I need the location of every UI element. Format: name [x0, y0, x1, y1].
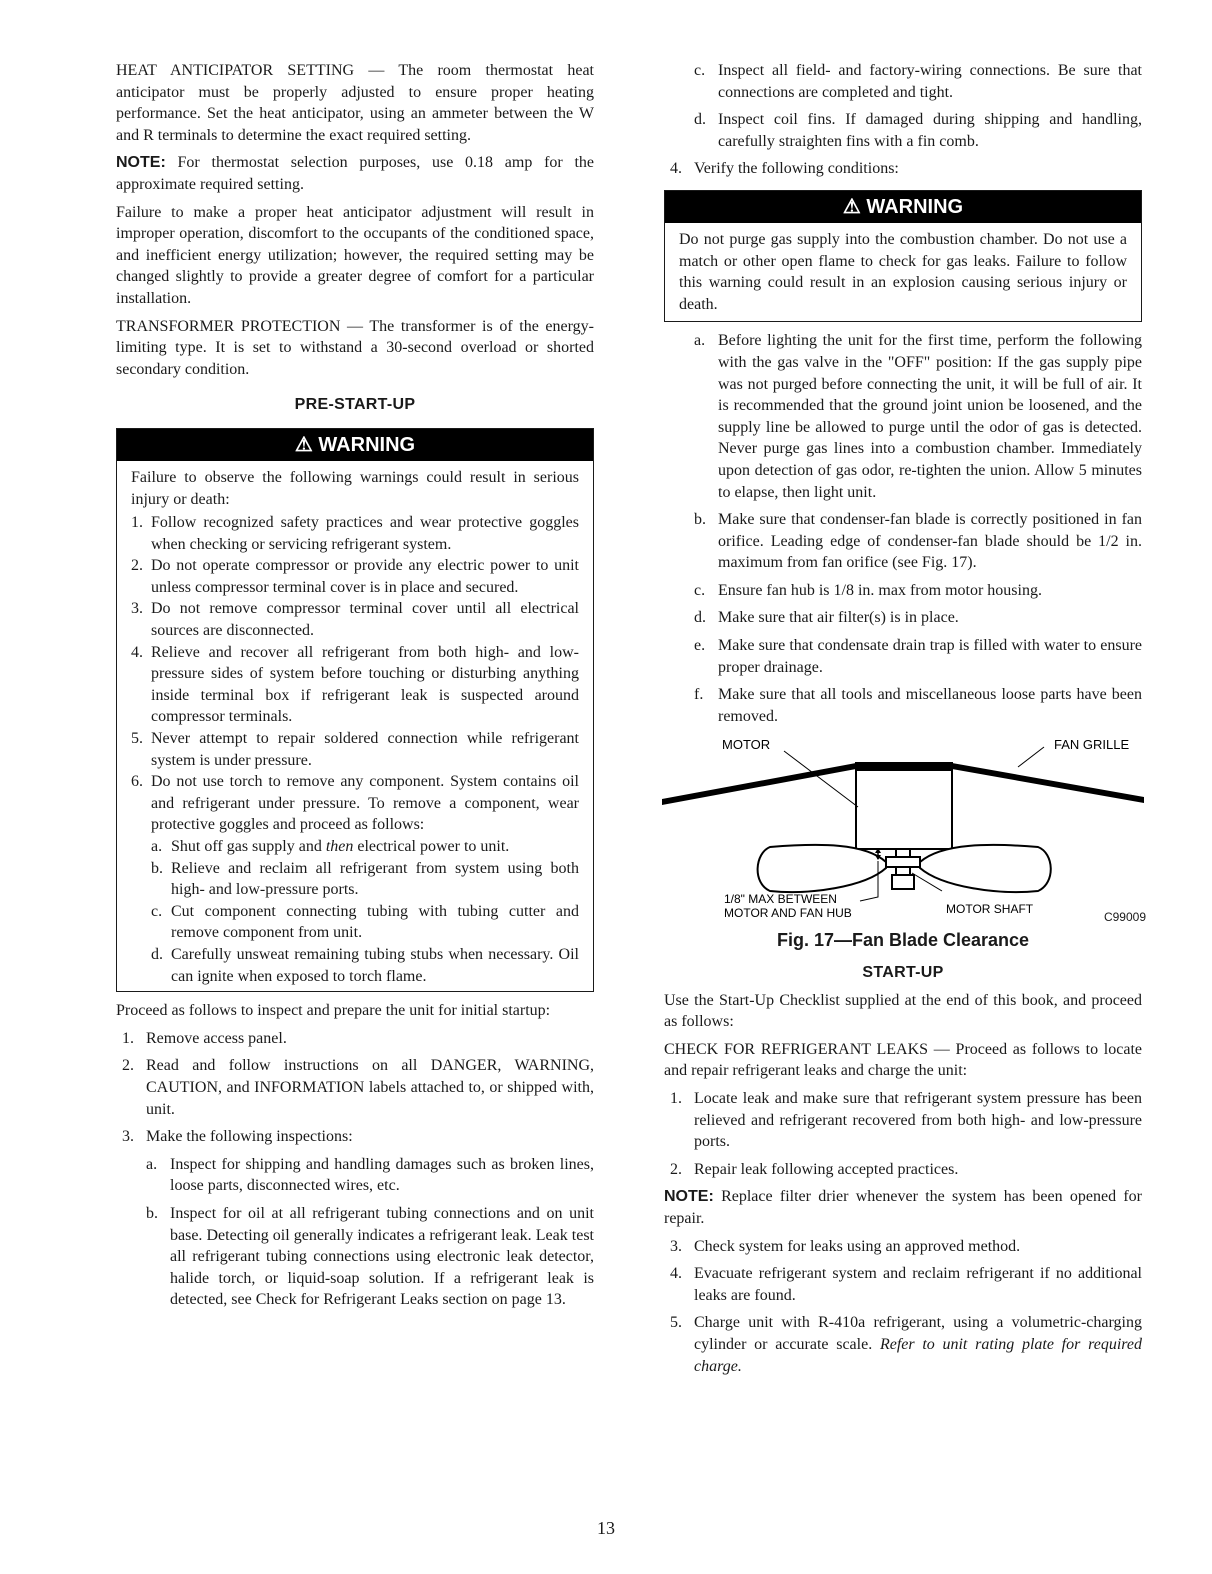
subitem-text-pre: Shut off gas supply and [171, 838, 326, 855]
motor-top [856, 763, 952, 771]
warning-bar [665, 191, 1141, 223]
step5-emphasis: Refer to unit rating plate for required charge. [694, 1335, 1142, 1375]
list-item [146, 1203, 594, 1311]
list-item [664, 1159, 1142, 1181]
item-text: Do not operate compressor or provide any electric power to unit unless compressor terminal cover is in place and secured. [151, 557, 579, 596]
verify-step [664, 158, 1142, 180]
motor-shaft-label: MOTOR SHAFT [946, 902, 1034, 917]
prep-steps [116, 1028, 594, 1148]
item-text: Cut component connecting tubing with tubing cutter and remove component from unit. [171, 902, 579, 942]
item-number: 6. [131, 773, 143, 791]
failure-paragraph: Failure to make a proper heat anticipator adjustment will result in improper operation, discomfort to the occupants of the conditioned space, and inefficient energy utilization; however, the required setting may be changed slightly to provide a greater degree of comfort for a particular installation. [116, 203, 594, 307]
warning-bar [117, 429, 593, 461]
list-item [146, 1154, 594, 1197]
warning-box-gas [664, 190, 1142, 322]
item-text: Make sure that condensate drain trap is filled with water to ensure proper drainage. [718, 637, 1142, 676]
warning-subitem [151, 901, 579, 944]
note-text: Replace filter drier whenever the system has been opened for repair. [664, 1188, 1143, 1227]
item-text: Ensure fan hub is 1/8 in. max from motor housing. [718, 581, 1042, 599]
list-item [116, 1055, 594, 1120]
warning-item [131, 512, 579, 555]
warning-body [117, 461, 593, 991]
item-number: d. [151, 945, 163, 963]
leak-steps [664, 1088, 1142, 1180]
item-number: 4. [670, 160, 682, 178]
item-text: Make sure that all tools and miscellaneous loose parts have been removed. [718, 686, 1142, 725]
item-number: c. [694, 581, 706, 599]
figure-caption: Fig. 17—Fan Blade Clearance [776, 930, 1030, 951]
list-item [694, 607, 1142, 629]
list-item [664, 1236, 1142, 1258]
item-number: f. [694, 686, 704, 704]
warning-item [131, 598, 579, 641]
item-number: 2. [670, 1160, 682, 1178]
item-number: 1. [131, 514, 143, 532]
list-item [664, 1263, 1142, 1306]
heat-anticipator-paragraph: HEAT ANTICIPATOR SETTING — The room thermostat heat anticipator must be properly adjusted to ensure proper heating performance. Set the heat anticipator, using an ammeter between the W and R terminals to determine the exact required setting. [116, 62, 594, 144]
fan-blade-right [920, 845, 1051, 892]
warning-list [131, 512, 579, 836]
item-text: Locate leak and make sure that refrigerant system pressure has been relieved and refrigerant recovered from both high- and low-pressure ports. [694, 1090, 1142, 1151]
check-leaks-paragraph: CHECK FOR REFRIGERANT LEAKS — Proceed as follows to locate and repair refrigerant leaks and charge the unit: [664, 1040, 1142, 1080]
item-number: 3. [122, 1128, 134, 1146]
item-text: Verify the following conditions: [694, 160, 899, 178]
item-text [694, 1312, 1142, 1377]
note-label: NOTE: [664, 1188, 714, 1206]
page-number: 13 [597, 1518, 615, 1538]
hub-lower [892, 875, 914, 889]
subitem-emphasis: then [325, 838, 354, 855]
list-item [664, 1088, 1142, 1153]
start-up-heading: START-UP [862, 964, 944, 982]
startup-paragraph: Use the Start-Up Checklist supplied at the end of this book, and proceed as follows: [664, 991, 1142, 1031]
item-text: Check system for leaks using an approved method. [694, 1237, 1021, 1255]
left-column [116, 60, 594, 1317]
item-text: Relieve and reclaim all refrigerant from system using both high- and low-pressure ports. [171, 859, 579, 899]
list-item [694, 109, 1142, 152]
item-number: c. [151, 902, 163, 920]
list-item [664, 1312, 1142, 1377]
warning-item [131, 771, 579, 836]
item-number: b. [146, 1204, 158, 1222]
item-text [171, 836, 579, 858]
item-number: b. [151, 859, 163, 877]
item-text: Carefully unsweat remaining tubing stubs when necessary. Oil can ignite when exposed to torch flame. [171, 945, 579, 985]
fan-blade-left [758, 845, 886, 892]
warning-box [116, 428, 594, 992]
motor-label: MOTOR [722, 737, 771, 753]
leak-steps-continued [664, 1236, 1142, 1378]
item-text: Inspect for oil at all refrigerant tubing connections and on unit base. Detecting oil generally indicates a refrigerant leak. Leak test all refrigerant tubing connections using electronic leak detector, halide torch, or liquid-soap solution. If a refrigerant leak is detected, see Check for Refrigerant Leaks section on page 13. [170, 1204, 594, 1309]
item-number: 1. [122, 1029, 134, 1047]
warning-text: Do not purge gas supply into the combustion chamber. Do not use a match or other open flame to check for gas leaks. Failure to follow this warning could result in an explosion causing serious injury or death. [679, 230, 1127, 313]
item-number: b. [694, 511, 706, 529]
transformer-paragraph: TRANSFORMER PROTECTION — The transformer is of the energy-limiting type. It is set to withstand a 30-second overload or shorted secondary condition. [116, 317, 594, 378]
item-text: Read and follow instructions on all DANGER, WARNING, CAUTION, and INFORMATION labels attached to, or shipped with, unit. [146, 1057, 594, 1118]
fan-grille-right [952, 763, 1144, 803]
note-paragraph [116, 152, 594, 195]
item-text: Inspect coil fins. If damaged during shipping and handling, carefully straighten fins with a fin comb. [718, 111, 1142, 150]
item-number: a. [694, 332, 706, 350]
item-text: Make sure that condenser-fan blade is correctly positioned in fan orifice. Leading edge of condenser-fan blade should be 1/2 in. maximum from fan orifice (see Fig. 17). [718, 511, 1142, 572]
note-label: NOTE: [116, 154, 166, 172]
warning-item [131, 555, 579, 598]
item-text: Do not use torch to remove any component. System contains oil and refrigerant under pressure. To remove a component, wear protective goggles and proceed as follows: [151, 773, 579, 834]
step5-text: Charge unit with R-410a refrigerant, using a volumetric-charging cylinder or accurate scale. [694, 1314, 1142, 1353]
item-text: Remove access panel. [146, 1029, 287, 1047]
item-number: 4. [670, 1265, 682, 1283]
grille-leader [1018, 747, 1044, 767]
item-text: Inspect for shipping and handling damages such as broken lines, loose parts, disconnected wires, etc. [170, 1155, 594, 1195]
warning-title: WARNING [866, 195, 964, 218]
right-column [664, 60, 1146, 1383]
item-text: Follow recognized safety practices and wear protective goggles when checking or servicing refrigerant system. [151, 514, 579, 553]
warning-body [665, 223, 1141, 321]
clearance-label-line2: MOTOR AND FAN HUB [724, 906, 852, 921]
subitem-text-post: electrical power to unit. [353, 838, 510, 855]
fan-grille-label: FAN GRILLE [1054, 737, 1130, 753]
item-text: Do not remove compressor terminal cover until all electrical sources are disconnected. [151, 600, 579, 640]
item-number: a. [146, 1155, 158, 1173]
list-item [664, 158, 1142, 180]
warning-triangle-icon: ⚠ [842, 195, 861, 218]
item-number: 5. [131, 730, 143, 748]
note-paragraph [664, 1186, 1142, 1229]
warning-item [131, 642, 579, 728]
list-item [694, 580, 1142, 602]
warning-subitem [151, 944, 579, 987]
proceed-paragraph: Proceed as follows to inspect and prepare the unit for initial startup: [116, 1002, 551, 1020]
item-number: 2. [131, 557, 143, 575]
item-text: Repair leak following accepted practices. [694, 1160, 959, 1178]
item-text: Evacuate refrigerant system and reclaim refrigerant if no additional leaks are found. [694, 1265, 1142, 1304]
item-number: d. [694, 609, 706, 627]
list-item [116, 1126, 594, 1148]
item-text: Relieve and recover all refrigerant from both high- and low-pressure sides of system before touching or disturbing anything inside terminal box if refrigerant leak is suspected around compressor terminals. [151, 643, 579, 726]
warning-item [131, 728, 579, 771]
item-number: 4. [131, 643, 143, 661]
item-number: 3. [131, 600, 143, 618]
item-number: e. [694, 637, 706, 655]
list-item [694, 330, 1142, 503]
list-item [694, 509, 1142, 574]
item-number: c. [694, 62, 706, 79]
inspection-list [146, 1154, 594, 1311]
item-number: d. [694, 111, 706, 129]
fan-blade-clearance-figure [660, 733, 1150, 928]
list-item [116, 1028, 594, 1050]
motor-housing [856, 763, 952, 849]
item-text: Inspect all field- and factory-wiring connections. Be sure that connections are completed and tight. [718, 62, 1142, 101]
pre-start-up-heading: PRE-START-UP [294, 396, 416, 414]
item-number: 3. [670, 1237, 682, 1255]
item-text: Make the following inspections: [146, 1128, 353, 1146]
item-text: Make sure that air filter(s) is in place. [718, 609, 959, 627]
item-number: 5. [670, 1314, 682, 1332]
note-text: For thermostat selection purposes, use 0.18 amp for the approximate required setting. [116, 154, 595, 193]
item-text: Never attempt to repair soldered connection while refrigerant system is under pressure. [151, 730, 579, 769]
warning-intro: Failure to observe the following warnings could result in serious injury or death: [131, 468, 579, 508]
item-number: 2. [122, 1057, 134, 1075]
item-text: Before lighting the unit for the first time, perform the following with the gas valve in the "OFF" position: If the gas supply pipe was not purged before connecting the unit, it will be full of air. It is recommended that the ground joint union be loosened, and the supply line be allowed to purge until the odor of gas is detected. Never purge gas lines into a combustion chamber. Immediately upon detection of gas odor, re-tighten the union. Allow 5 minutes to elapse, then light unit. [718, 332, 1142, 501]
fan-hub [886, 857, 920, 867]
list-item [694, 684, 1142, 727]
list-item [694, 635, 1142, 678]
fan-diagram [660, 733, 1150, 928]
item-number: 1. [670, 1090, 682, 1107]
warning-title: WARNING [318, 433, 416, 456]
warning-triangle-icon: ⚠ [294, 433, 313, 456]
warning-subitem [151, 858, 579, 901]
inspection-list-continued [694, 60, 1142, 152]
clearance-label-line1: 1/8" MAX BETWEEN [724, 892, 837, 907]
warning-subitem: a. Shut off gas supply and then electrical power to unit. [151, 836, 579, 858]
figure-code: C99009 [1103, 909, 1146, 924]
list-item [694, 60, 1142, 103]
conditions-list [694, 330, 1142, 727]
warning-sublist [151, 836, 579, 987]
